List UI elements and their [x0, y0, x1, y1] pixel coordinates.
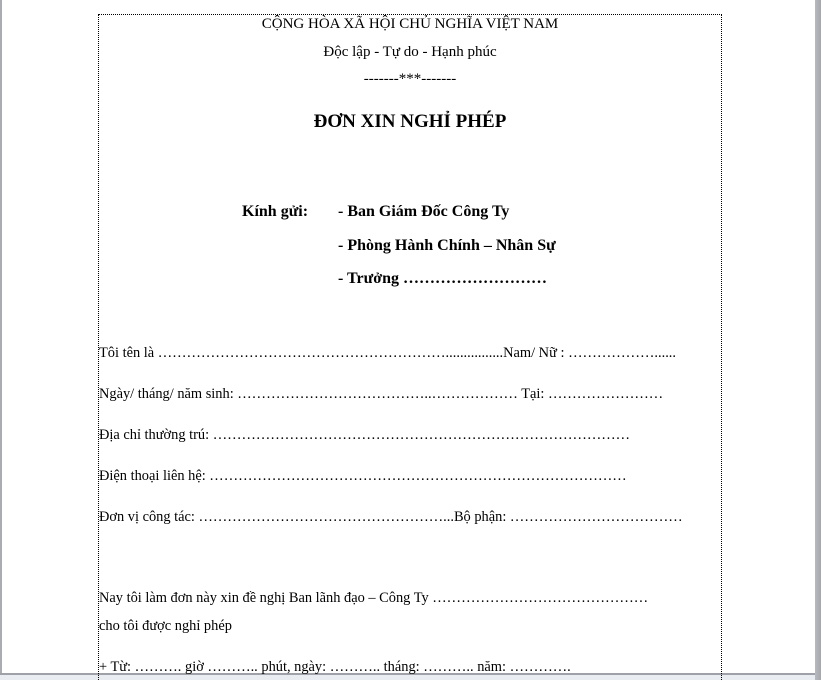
field-birth-date[interactable]: Ngày/ tháng/ năm sinh: …………………………………..……………… Tại: ……………………	[99, 386, 664, 402]
recipients-label: Kính gửi:	[242, 203, 309, 220]
field-address[interactable]: Địa chỉ thường trú: ……………………………………………………………………………	[99, 427, 631, 443]
window-left-border	[0, 0, 2, 674]
recipient-board: - Ban Giám Đốc Công Ty	[338, 203, 510, 220]
field-work-unit[interactable]: Đơn vị công tác: ……………………………………………...Bộ phận: ………………………………	[99, 509, 683, 525]
recipient-head: - Trưởng ………………………	[338, 270, 547, 287]
recipient-hr: - Phòng Hành Chính – Nhân Sự	[338, 237, 556, 254]
request-line-2: cho tôi được nghỉ phép	[99, 618, 232, 634]
document-title: ĐƠN XIN NGHỈ PHÉP	[313, 111, 507, 132]
header-separator: -------***-------	[363, 71, 457, 87]
national-title: CỘNG HÒA XÃ HỘI CHỦ NGHĨA VIỆT NAM	[261, 16, 559, 32]
field-phone[interactable]: Điện thoại liên hệ: ……………………………………………………………………………	[99, 468, 627, 484]
leave-from-line[interactable]: + Từ: ………. giờ ……….. phút, ngày: ……….. tháng: ……….. năm: ………….	[99, 659, 571, 675]
request-line-1[interactable]: Nay tôi làm đơn này xin đề nghị Ban lãnh đạo – Công Ty ………………………………………	[99, 590, 649, 606]
field-full-name[interactable]: Tôi tên là ……………………………………………………................Nam/ Nữ : ………………......	[99, 345, 677, 361]
vertical-scrollbar-edge[interactable]	[815, 0, 821, 680]
national-motto: Độc lập - Tự do - Hạnh phúc	[323, 44, 497, 60]
